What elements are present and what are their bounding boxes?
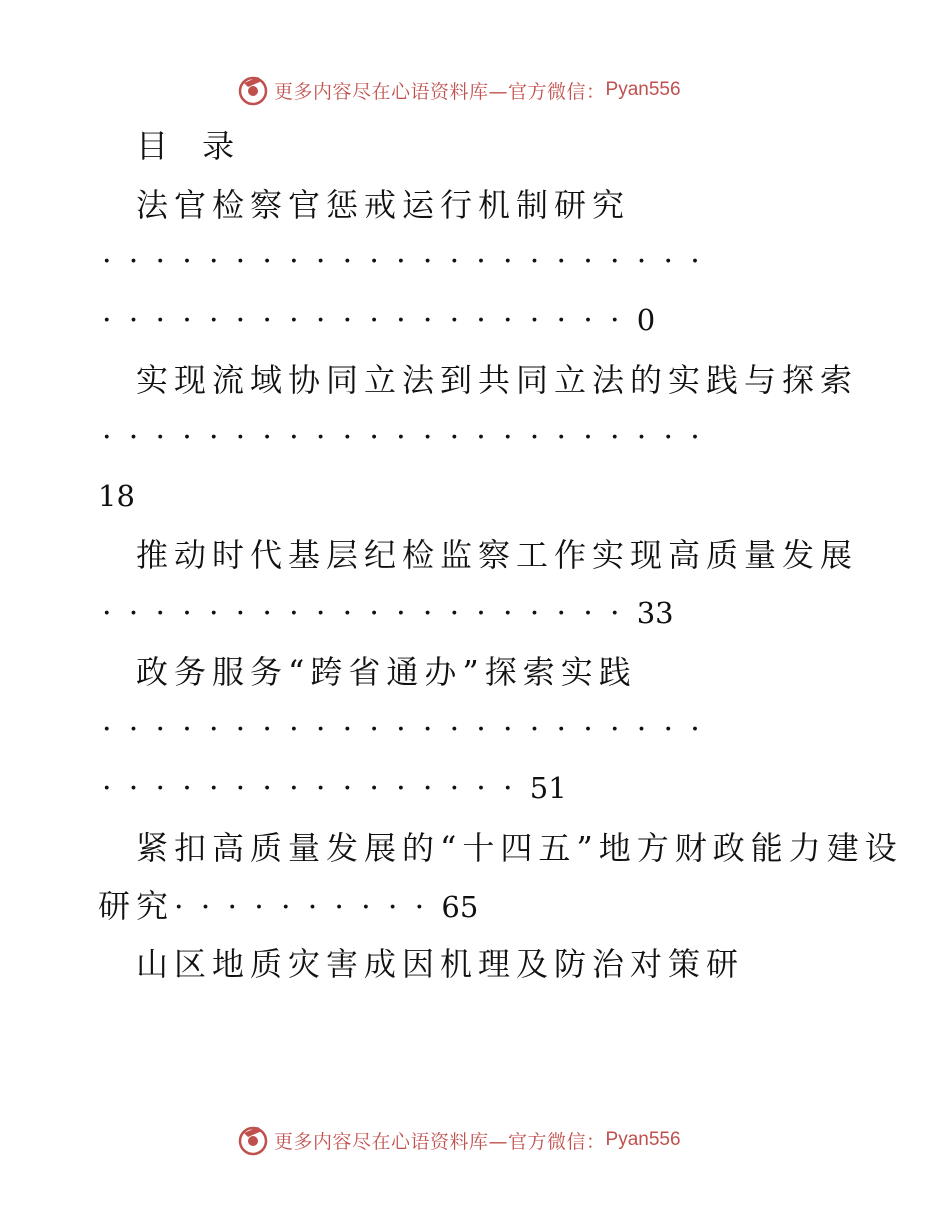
toc-entry-title-continued: 研究··········65 — [98, 887, 479, 925]
toc-entry-title[interactable]: 法官检察官惩戒运行机制研究 — [136, 186, 631, 224]
watermark-footer — [236, 1122, 681, 1158]
toc-leader-dots-with-page: ····················33 — [102, 596, 674, 631]
toc-page-number: 0 — [636, 303, 656, 337]
toc-page-number: 51 — [529, 771, 567, 805]
toc-leader-dots: ······················· — [102, 712, 717, 747]
watermark-id: Pyan556 — [605, 79, 681, 100]
toc-entry-title[interactable]: 推动时代基层纪检监察工作实现高质量发展 — [136, 536, 859, 574]
toc-entry-title[interactable]: 山区地质灾害成因机理及防治对策研 — [136, 945, 745, 983]
toc-leader-dots: ······················· — [102, 420, 717, 455]
toc-page-number: 18 — [98, 479, 135, 513]
toc-leader-dots-with-page: ················51 — [102, 771, 567, 806]
toc-leader-dots-with-page: ····················0 — [102, 303, 656, 338]
watermark-header — [236, 72, 681, 108]
watermark-text: 更多内容尽在心语资料库—官方微信： — [274, 1130, 606, 1153]
watermark-text: 更多内容尽在心语资料库—官方微信： — [274, 80, 606, 103]
toc-entry-title[interactable]: 政务服务“跨省通办”探索实践 — [136, 653, 637, 691]
toc-page-number: 33 — [636, 596, 674, 630]
toc-entry-title[interactable]: 紧扣高质量发展的“十四五”地方财政能力建设 — [136, 829, 903, 867]
toc-leader-dots: ······················· — [102, 244, 717, 279]
toc-page-number: 65 — [441, 890, 479, 924]
brand-logo-icon — [236, 1123, 270, 1157]
toc-heading: 目 录 — [136, 127, 247, 165]
watermark-id: Pyan556 — [605, 1129, 681, 1150]
brand-logo-icon — [236, 73, 270, 107]
toc-entry-title[interactable]: 实现流域协同立法到共同立法的实践与探索 — [136, 361, 859, 399]
